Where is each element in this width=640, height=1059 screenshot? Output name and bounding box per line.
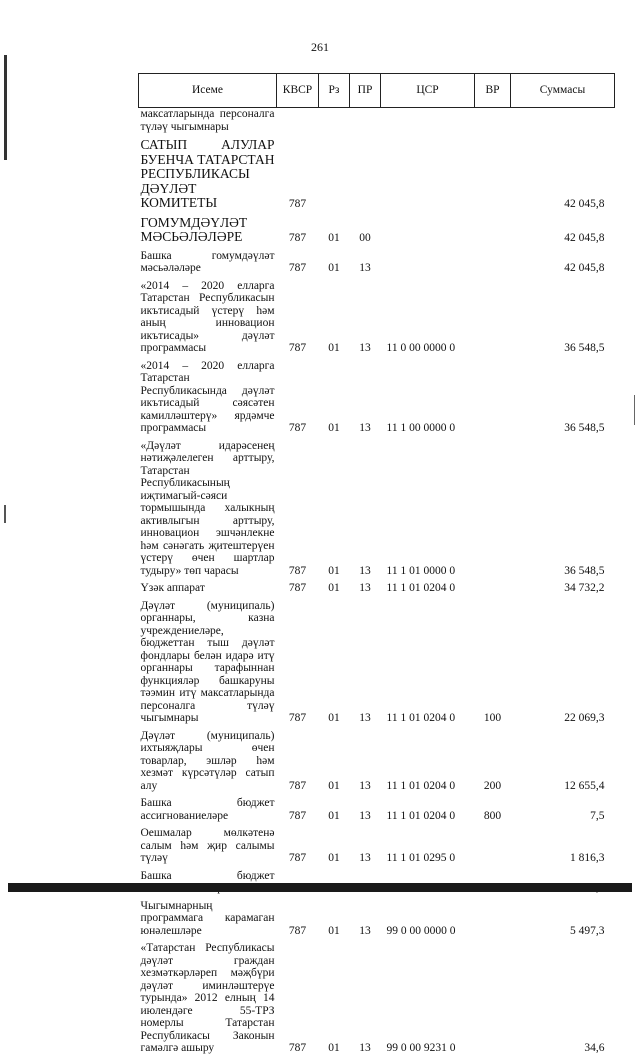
row-sum: 36 548,5 bbox=[564, 342, 605, 354]
row-vr bbox=[475, 581, 511, 599]
row-sum: 34,6 bbox=[584, 1042, 605, 1054]
table-row bbox=[139, 729, 615, 797]
row-name: «Дәүләт идарәсенең нәтиҗәлелеген арттыру, Татарстан Республикасының иҗтимагый-сәяси тормышында халыкның активлыгын арттыру, инновацион эшчәнлекне һәм сәнәгать җитештерүен үстерү өчен шартлар тудыру» төп чарасы bbox=[140, 439, 275, 577]
row-kvsr: 787 bbox=[288, 232, 307, 244]
row-csr: 11 1 01 0000 0 bbox=[386, 564, 456, 577]
row-sum: 22 069,3 bbox=[564, 712, 605, 724]
row-csr bbox=[381, 137, 475, 215]
row-csr: 11 1 01 0204 0 bbox=[386, 809, 456, 822]
row-kvsr: 787 bbox=[288, 1042, 307, 1054]
row-kvsr: 787 bbox=[288, 852, 307, 864]
row-rz: 01 bbox=[328, 924, 340, 937]
row-kvsr: 787 bbox=[288, 198, 307, 210]
row-kvsr bbox=[277, 108, 319, 138]
column-header-sum: Суммасы bbox=[511, 74, 615, 108]
row-rz: 01 bbox=[328, 852, 340, 864]
row-kvsr: 787 bbox=[288, 564, 307, 577]
scan-edge-mark bbox=[4, 505, 6, 523]
row-name: Башка бюджет ассигнованиеләре bbox=[140, 797, 275, 822]
row-rz bbox=[319, 108, 350, 138]
row-pr: 13 bbox=[359, 564, 371, 577]
row-name: «2014 – 2020 елларга Татарстан Республикасын икътисадый үстерү һәм аның инновацион икътисады» дәүләт программасы bbox=[140, 279, 275, 354]
table-row bbox=[139, 249, 615, 279]
row-pr: 13 bbox=[359, 582, 371, 594]
column-header-pr: ПР bbox=[350, 74, 381, 108]
row-kvsr: 787 bbox=[288, 342, 307, 354]
row-csr: 99 0 00 9231 0 bbox=[386, 1042, 456, 1054]
row-csr: 11 1 01 0204 0 bbox=[386, 779, 456, 792]
row-vr bbox=[475, 941, 511, 1059]
row-pr: 13 bbox=[359, 1042, 371, 1054]
row-name: САТЫП АЛУЛАР БУЕНЧА ТАТАРСТАН РЕСПУБЛИКАСЫ ДӘҮЛӘТ КОМИТЕТЫ bbox=[140, 137, 275, 210]
row-name: Дәүләт (муниципаль) ихтыяҗлары өчен товарлар, эшләр һәм хезмәт күрсәтүләр сатып алу bbox=[140, 729, 275, 792]
table-row bbox=[139, 215, 615, 249]
row-vr bbox=[475, 137, 511, 215]
row-name: «2014 – 2020 елларга Татарстан Республикасында дәүләт икътисадый сәясәтен камилләштерү» ярдәмче программасы bbox=[140, 359, 275, 434]
row-pr: 13 bbox=[359, 809, 371, 822]
row-kvsr: 787 bbox=[288, 422, 307, 434]
row-rz: 01 bbox=[328, 232, 340, 244]
row-rz: 01 bbox=[328, 262, 340, 274]
row-kvsr: 787 bbox=[288, 779, 307, 792]
row-pr: 13 bbox=[359, 779, 371, 792]
row-name: Чыгымнарның программага карамаган юнәлешләре bbox=[140, 899, 275, 937]
row-vr bbox=[475, 359, 511, 439]
table-header bbox=[139, 74, 615, 108]
row-sum: 1 816,3 bbox=[570, 852, 605, 864]
table-row bbox=[139, 826, 615, 869]
row-rz bbox=[319, 137, 350, 215]
row-csr: 11 1 01 0204 0 bbox=[386, 712, 456, 724]
row-csr: 99 0 00 0000 0 bbox=[386, 924, 456, 937]
row-csr: 11 1 01 0295 0 bbox=[386, 852, 456, 864]
column-header-rz: Рз bbox=[319, 74, 350, 108]
row-sum: 36 548,5 bbox=[564, 564, 605, 577]
row-csr bbox=[381, 249, 475, 279]
table-row bbox=[139, 108, 615, 138]
row-sum: 42 045,8 bbox=[564, 232, 605, 244]
row-pr: 13 bbox=[359, 422, 371, 434]
column-header-vr: ВР bbox=[475, 74, 511, 108]
row-csr: 11 0 00 0000 0 bbox=[386, 342, 456, 354]
row-name: Дәүләт (муниципаль) органнары, казна учреждениеләре, бюджеттан тыш дәүләт фондлары белән идарә итү органнары тарафыннан функцияләр башкаруны тәэмин итү максатларында персоналга түләү чыгымнары bbox=[140, 599, 275, 724]
row-pr: 13 bbox=[359, 712, 371, 724]
row-sum: 5 497,3 bbox=[570, 924, 605, 937]
row-sum: 42 045,8 bbox=[564, 262, 605, 274]
table-row bbox=[139, 796, 615, 826]
row-rz: 01 bbox=[328, 582, 340, 594]
row-vr: 100 bbox=[483, 712, 502, 724]
scan-edge-mark bbox=[4, 55, 7, 160]
page-number: 261 bbox=[311, 40, 329, 54]
row-rz: 01 bbox=[328, 422, 340, 434]
table-row bbox=[139, 359, 615, 439]
row-vr bbox=[475, 826, 511, 869]
row-pr: 00 bbox=[359, 232, 371, 244]
row-pr bbox=[350, 137, 381, 215]
row-rz: 01 bbox=[328, 1042, 340, 1054]
row-pr: 13 bbox=[359, 342, 371, 354]
row-vr: 200 bbox=[483, 779, 502, 792]
row-rz: 01 bbox=[328, 809, 340, 822]
row-pr bbox=[350, 108, 381, 138]
row-rz: 01 bbox=[328, 712, 340, 724]
row-rz: 01 bbox=[328, 564, 340, 577]
row-sum: 34 732,2 bbox=[564, 582, 605, 594]
row-kvsr: 787 bbox=[288, 262, 307, 274]
table-row bbox=[139, 439, 615, 582]
row-rz: 01 bbox=[328, 779, 340, 792]
table-row bbox=[139, 279, 615, 359]
row-vr bbox=[475, 439, 511, 582]
row-vr bbox=[475, 279, 511, 359]
row-sum bbox=[511, 108, 615, 138]
column-header-kvsr: КВСР bbox=[277, 74, 319, 108]
row-sum: 42 045,8 bbox=[564, 198, 605, 210]
row-sum: 12 655,4 bbox=[564, 779, 605, 792]
table-row bbox=[139, 137, 615, 215]
row-vr: 800 bbox=[483, 809, 502, 822]
table-body bbox=[139, 108, 615, 1059]
row-kvsr: 787 bbox=[288, 809, 307, 822]
scan-bottom-edge bbox=[8, 883, 632, 892]
row-name: максатларында персоналга түләү чыгымнары bbox=[140, 108, 275, 133]
row-name: ГОМУМДӘҮЛӘТ МӘСЬӘЛӘЛӘРЕ bbox=[140, 214, 248, 244]
table-row bbox=[139, 599, 615, 729]
row-csr: 11 1 01 0204 0 bbox=[386, 582, 456, 594]
row-sum: 36 548,5 bbox=[564, 422, 605, 434]
row-pr: 13 bbox=[359, 852, 371, 864]
row-vr bbox=[475, 249, 511, 279]
row-pr: 13 bbox=[359, 924, 371, 937]
table-row bbox=[139, 941, 615, 1059]
row-name: «Татарстан Республикасы дәүләт граждан хезмәткәрләреп мәҗбүри дәүләт иминләштерүе турында» 2012 елның 14 июлендәге 55-ТРЗ номерлы Татарстан Республикасы Законын гамәлгә ашыру bbox=[140, 942, 275, 1054]
row-csr bbox=[381, 215, 475, 249]
row-sum: 7,5 bbox=[590, 809, 605, 822]
column-header-name: Исеме bbox=[139, 74, 277, 108]
budget-table bbox=[138, 73, 615, 1059]
row-kvsr: 787 bbox=[288, 712, 307, 724]
row-kvsr: 787 bbox=[288, 924, 307, 937]
row-csr bbox=[381, 108, 475, 138]
row-name: Башка гомумдәүләт мәсьәләләре bbox=[140, 249, 275, 274]
row-name: Башка бюджет bbox=[140, 869, 275, 882]
row-kvsr: 787 bbox=[288, 582, 307, 594]
scan-edge-mark bbox=[634, 395, 635, 425]
table-row bbox=[139, 581, 615, 599]
row-name: Үзәк аппарат bbox=[140, 582, 205, 594]
row-vr bbox=[475, 215, 511, 249]
row-name: Оешмалар мөлкәтенә салым һәм җир салымы түләү bbox=[140, 827, 275, 864]
row-rz: 01 bbox=[328, 342, 340, 354]
column-header-csr: ЦСР bbox=[381, 74, 475, 108]
row-vr bbox=[475, 108, 511, 138]
row-pr: 13 bbox=[359, 262, 371, 274]
row-csr: 11 1 00 0000 0 bbox=[386, 422, 456, 434]
